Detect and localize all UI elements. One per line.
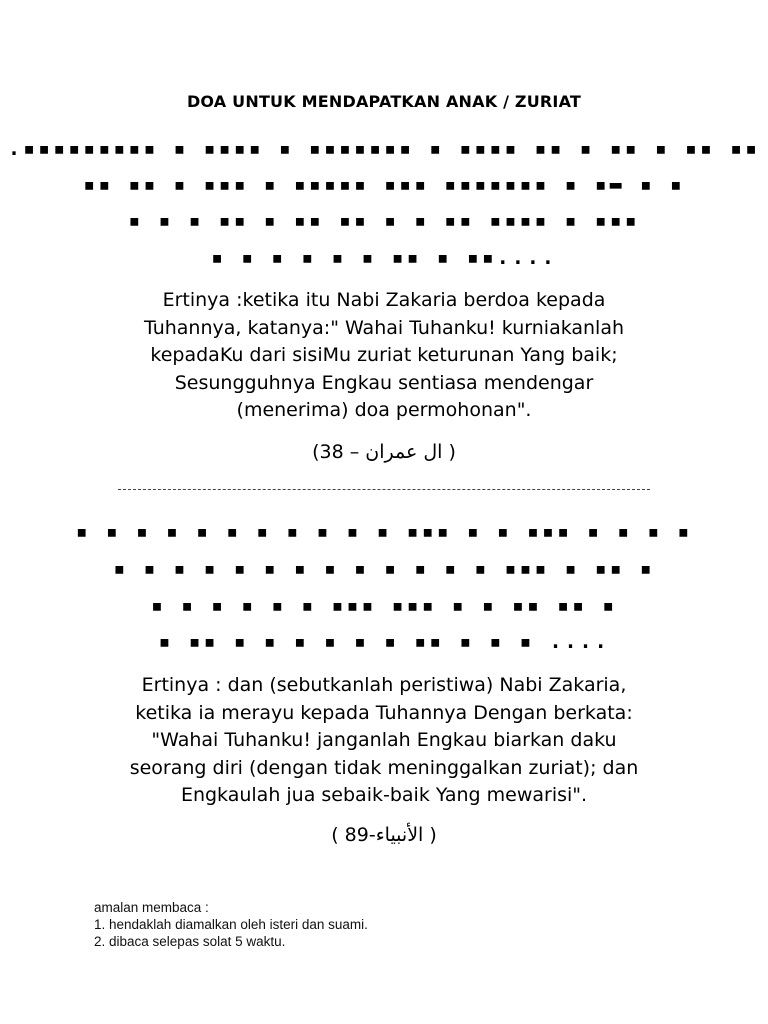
arabic-text-line: ▪ ▪ ▪ ▪ ▪ ▪ ▪▪ ▪ ▪▪....	[211, 245, 557, 269]
translation-block	[84, 287, 684, 425]
notes-item: 1. hendaklah diamalkan oleh isteri dan suami.	[94, 917, 368, 932]
surah-reference: (38 – ال عمران )	[312, 441, 456, 463]
arabic-text-line: ▪ ▪ ▪ ▪ ▪ ▪ ▪▪▪ ▪▪▪ ▪ ▪ ▪▪ ▪▪ ▪	[150, 593, 618, 617]
translation-line: "Wahai Tuhanku! janganlah Engkau biarkan daku	[151, 729, 617, 751]
translation-line: Ertinya :ketika itu Nabi Zakaria berdoa kepada	[162, 289, 606, 311]
notes-item: 2. dibaca selepas solat 5 waktu.	[94, 934, 286, 949]
section-divider	[118, 489, 650, 490]
translation-line: Tuhannya, katanya:" Wahai Tuhanku! kurniakanlah	[143, 316, 625, 339]
translation-line: ketika ia merayu kepada Tuhannya Dengan berkata:	[135, 701, 633, 724]
translation-line: Ertinya : dan (sebutkanlah peristiwa) Nabi Zakaria,	[141, 674, 627, 696]
translation-block	[84, 672, 684, 810]
arabic-text-line: ▪▪ ▪▪ ▪ ▪▪▪ ▪ ▪▪▪▪▪ ▪▪▪ ▪▪▪▪▪▪▪ ▪ ▪▬ ▪ ▪	[83, 172, 685, 196]
surah-reference: ( الأنبياء-89 )	[331, 824, 437, 846]
translation-line: kepadaKu dari sisiMu zuriat keturunan Yang baik;	[150, 344, 618, 366]
notes-heading: amalan membaca :	[94, 900, 209, 915]
arabic-text-line: ▪ ▪ ▪ ▪ ▪ ▪ ▪ ▪ ▪ ▪ ▪ ▪ ▪ ▪▪▪ ▪ ▪▪ ▪	[113, 556, 655, 580]
arabic-text-line: .▪▪▪▪▪▪▪▪▪ ▪ ▪▪▪▪ ▪ ▪▪▪▪▪▪▪ ▪ ▪▪▪▪ ▪▪ ▪ ▪▪ ▪ ▪▪ ▪▪	[7, 136, 761, 160]
arabic-text-line: ▪ ▪ ▪ ▪ ▪ ▪ ▪ ▪ ▪ ▪ ▪ ▪▪▪ ▪ ▪ ▪▪▪ ▪ ▪ ▪ ▪	[75, 519, 693, 543]
translation-line: Engkaulah jua sebaik-baik Yang mewarisi".	[180, 784, 588, 806]
document-title: DOA UNTUK MENDAPATKAN ANAK / ZURIAT	[186, 92, 582, 111]
translation-line: Sesungguhnya Engkau sentiasa mendengar	[174, 371, 594, 394]
arabic-text-line: ▪ ▪▪ ▪ ▪ ▪ ▪ ▪ ▪ ▪▪ ▪ ▪ ▪ ....	[158, 629, 610, 653]
practice-notes	[94, 899, 368, 950]
translation-line: (menerima) doa permohonan".	[236, 399, 532, 421]
translation-line: seorang diri (dengan tidak meninggalkan zuriat); dan	[129, 756, 639, 779]
arabic-text-line: ▪ ▪ ▪ ▪▪ ▪ ▪▪ ▪▪ ▪ ▪ ▪▪ ▪▪▪▪ ▪ ▪▪▪	[128, 208, 640, 232]
